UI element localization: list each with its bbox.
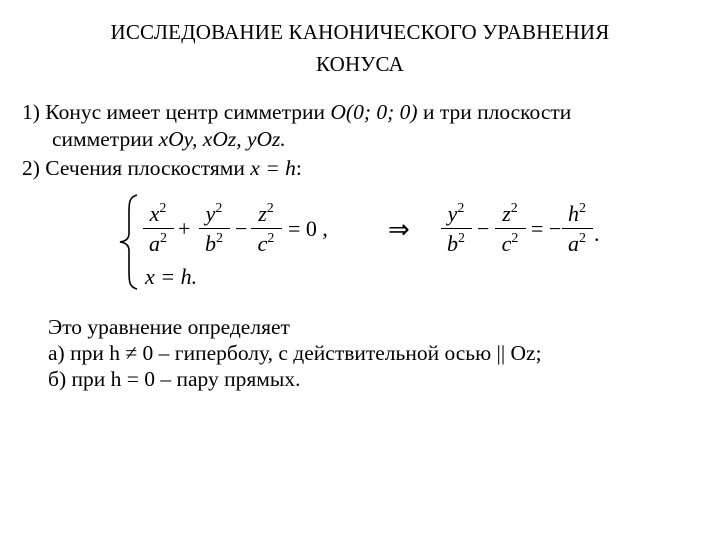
eq1-rhs: = 0 , bbox=[288, 216, 328, 241]
res-bar-1 bbox=[441, 228, 472, 229]
conclusion-case-b: б) при h = 0 – пару прямых. bbox=[48, 367, 301, 391]
item-2-number: 2) bbox=[22, 156, 40, 180]
res-period: . bbox=[594, 221, 600, 246]
item-1-text-c: симметрии bbox=[52, 127, 159, 151]
frac-bar-1 bbox=[143, 228, 174, 229]
frac-z-num: $z^2$ bbox=[258, 201, 274, 226]
res-bar-2 bbox=[495, 228, 526, 229]
res-b-den: $b^2$ bbox=[447, 231, 465, 256]
frac-x-num: $x^2$ bbox=[149, 201, 167, 226]
left-brace-icon bbox=[117, 193, 143, 291]
item-1-text-a: Конус имеет центр симметрии bbox=[45, 100, 331, 124]
res-z-num: $z^2$ bbox=[502, 201, 518, 226]
conclusion-intro: Это уравнение определяет bbox=[48, 315, 290, 339]
item-1-number: 1) bbox=[22, 100, 40, 124]
res-h-num: $h^2$ bbox=[568, 201, 586, 226]
frac-bar-3 bbox=[251, 228, 282, 229]
res-c-den: $c^2$ bbox=[501, 231, 519, 256]
item-1 bbox=[22, 98, 571, 126]
plus-sign: + bbox=[178, 216, 191, 241]
title-line-1: ИССЛЕДОВАНИЕ КАНОНИЧЕСКОГО УРАВНЕНИЯ bbox=[110, 20, 610, 44]
frac-c-den: $c^2$ bbox=[257, 231, 275, 256]
item-1-center-point: O(0; 0; 0) bbox=[330, 100, 418, 124]
eq2: x = h. bbox=[145, 264, 198, 289]
minus-sign: − bbox=[235, 216, 248, 241]
item-1-planes: xOy, xOz, yOz. bbox=[158, 127, 286, 151]
item-2-text-a: Сечения плоскостями bbox=[45, 156, 251, 180]
item-2-text-b: : bbox=[295, 156, 302, 180]
item-2 bbox=[22, 154, 302, 182]
frac-a-den: $a^2$ bbox=[149, 231, 167, 256]
item-1-continuation bbox=[52, 125, 286, 153]
title-line-2: КОНУСА bbox=[315, 52, 404, 76]
frac-y-num: $y^2$ bbox=[205, 201, 223, 226]
item-1-text-b: и три плоскости bbox=[417, 100, 572, 124]
conclusion-case-a: а) при h ≠ 0 – гиперболу, с действительной осью || Oz; bbox=[48, 341, 542, 365]
item-2-plane-eq: x = h bbox=[250, 156, 296, 180]
res-eq-minus: = − bbox=[531, 216, 562, 241]
res-minus: − bbox=[477, 216, 490, 241]
res-y-num: $y^2$ bbox=[447, 201, 465, 226]
res-a-den: $a^2$ bbox=[568, 231, 586, 256]
res-bar-3 bbox=[562, 228, 593, 229]
frac-bar-2 bbox=[199, 228, 230, 229]
frac-b-den: $b^2$ bbox=[205, 231, 223, 256]
implies-arrow-icon: ⇒ bbox=[388, 215, 410, 244]
